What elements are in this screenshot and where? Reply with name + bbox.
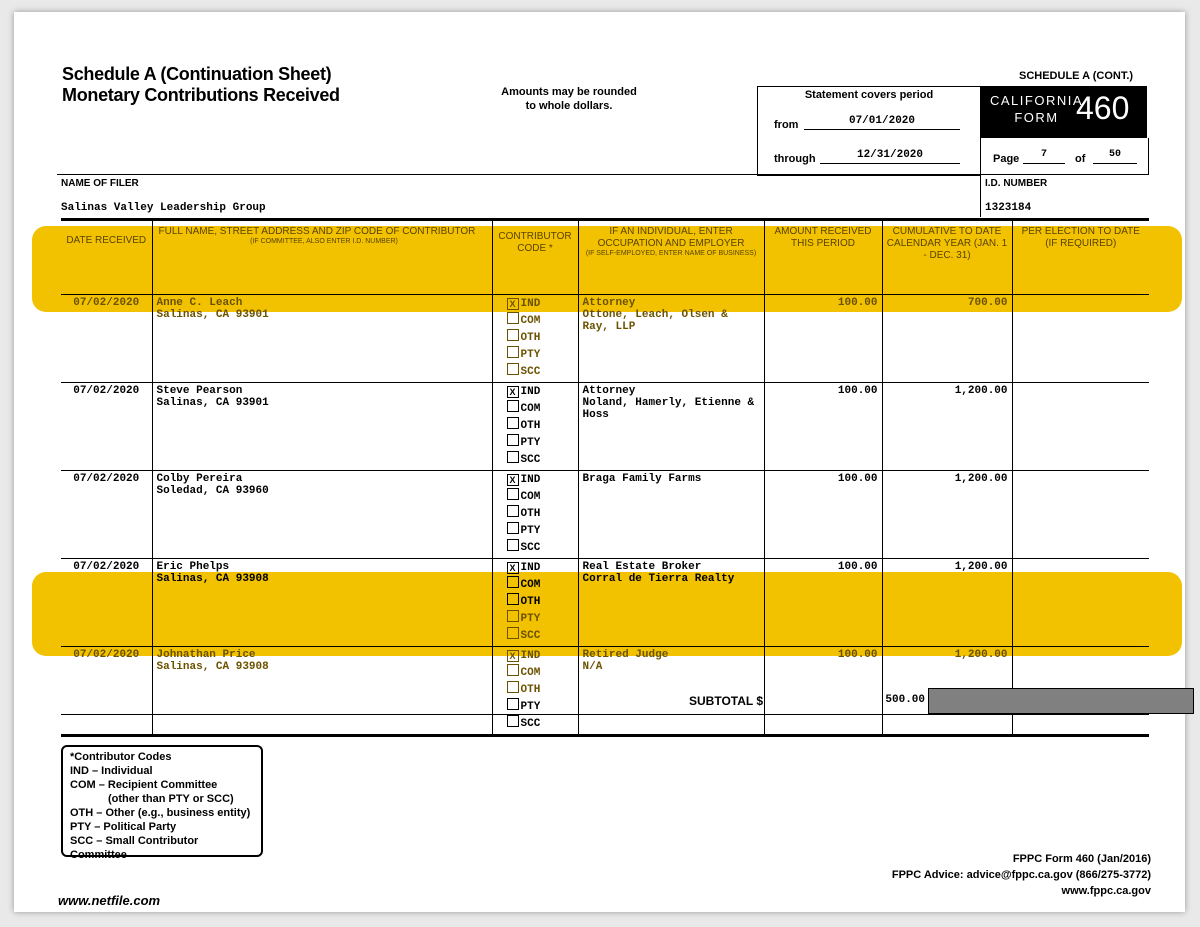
cell-cumulative: 700.00 — [882, 295, 1012, 383]
rounding-note-line2: to whole dollars. — [525, 100, 613, 112]
code-option-oth — [507, 593, 574, 610]
code-option-com — [507, 664, 574, 681]
cell-per-election — [1012, 471, 1149, 559]
rounding-note-line1: Amounts may be rounded — [501, 86, 637, 98]
code-option-oth — [507, 329, 574, 346]
code-option-pty — [507, 610, 574, 627]
code-option-pty — [507, 346, 574, 363]
legend-line-scc: SCC – Small Contributor Committee — [70, 835, 199, 861]
code-label: IND — [520, 650, 541, 662]
filer-row — [57, 174, 1147, 217]
page-subtitle: Monetary Contributions Received — [62, 85, 340, 105]
code-label: OTH — [520, 508, 541, 520]
code-checkbox[interactable] — [507, 434, 519, 446]
code-label: PTY — [520, 437, 541, 449]
code-checkbox[interactable]: X — [507, 562, 519, 574]
subtotal-row — [61, 688, 1149, 715]
cell-cumulative: 1,200.00 — [882, 471, 1012, 559]
code-label: SCC — [520, 630, 541, 642]
cell-date: 07/02/2020 — [61, 559, 152, 647]
code-label: SCC — [520, 718, 541, 730]
cell-amount: 100.00 — [764, 647, 882, 736]
footer-advice: FPPC Advice: advice@fppc.ca.gov (866/275-3772) — [891, 869, 1151, 881]
code-option-ind — [507, 649, 574, 664]
code-option-com — [507, 576, 574, 593]
ca-line2: FORM — [1014, 110, 1059, 125]
cell-date: 07/02/2020 — [61, 647, 152, 736]
code-checkbox[interactable]: X — [507, 474, 519, 486]
page-label: Page — [993, 153, 1020, 165]
code-option-oth — [507, 505, 574, 522]
occupation-line3: Ray, LLP — [582, 321, 636, 333]
code-label: IND — [520, 298, 541, 310]
subtotal-label: SUBTOTAL $ — [689, 694, 764, 708]
code-label: PTY — [520, 613, 541, 625]
through-field[interactable]: 12/31/2020 — [820, 149, 960, 164]
legend-line-ind: IND – Individual — [70, 765, 153, 777]
code-checkbox[interactable] — [507, 363, 519, 375]
filer-divider — [980, 175, 981, 217]
subtotal-shaded-box — [928, 688, 1194, 714]
code-label: COM — [520, 315, 541, 327]
cell-amount: 100.00 — [764, 383, 882, 471]
col-date: DATE RECEIVED — [61, 220, 152, 295]
page-total[interactable]: 50 — [1093, 149, 1137, 164]
code-label: PTY — [520, 349, 541, 361]
page-title: Schedule A (Continuation Sheet) — [62, 64, 332, 84]
contributor-address: Salinas, CA 93901 — [156, 397, 269, 409]
rounding-note — [484, 85, 654, 113]
code-option-scc — [507, 627, 574, 644]
table-row — [61, 295, 1149, 383]
through-label: through — [774, 153, 816, 165]
contributor-name: Steve Pearson — [156, 385, 243, 397]
col-occupation-sub: (IF SELF-EMPLOYED, ENTER NAME OF BUSINESS) — [585, 250, 757, 257]
code-label: PTY — [520, 701, 541, 713]
occupation-line1: Real Estate Broker — [582, 561, 702, 573]
footer-form-id: FPPC Form 460 (Jan/2016) — [1012, 853, 1151, 865]
col-code: CONTRIBUTOR CODE * — [492, 220, 578, 295]
cell-contributor — [152, 295, 492, 383]
occupation-line1: Retired Judge — [582, 649, 669, 661]
code-checkbox[interactable]: X — [507, 298, 519, 310]
cell-code — [492, 471, 578, 559]
code-label: SCC — [520, 542, 541, 554]
cell-contributor — [152, 559, 492, 647]
cell-amount: 100.00 — [764, 471, 882, 559]
cell-code — [492, 383, 578, 471]
occupation-line2: Ottone, Leach, Olsen & — [582, 309, 728, 321]
filer-name-label: NAME OF FILER — [61, 178, 139, 189]
contributor-name: Anne C. Leach — [156, 297, 243, 309]
legend-line-pty: PTY – Political Party — [70, 821, 177, 833]
ca-line1: CALIFORNIA — [990, 93, 1084, 108]
table-row — [61, 383, 1149, 471]
col-contributor-sub: (IF COMMITTEE, ALSO ENTER I.D. NUMBER) — [250, 238, 398, 245]
occupation-line2: Noland, Hamerly, Etienne & — [582, 397, 755, 409]
cell-code — [492, 559, 578, 647]
code-checkbox[interactable] — [507, 346, 519, 358]
netfile-link[interactable]: www.netfile.com — [58, 893, 161, 908]
contributor-address: Salinas, CA 93901 — [156, 309, 269, 321]
code-option-ind — [507, 473, 574, 488]
cell-occupation — [578, 383, 764, 471]
col-occupation: IF AN INDIVIDUAL, ENTER OCCUPATION AND EMPLOYER (IF SELF-EMPLOYED, ENTER NAME OF BUSINESS) — [578, 220, 764, 295]
cell-amount: 100.00 — [764, 295, 882, 383]
id-number-label: I.D. NUMBER — [985, 178, 1048, 189]
from-field[interactable]: 07/01/2020 — [804, 115, 960, 130]
code-label: IND — [520, 474, 541, 486]
statement-period-box — [757, 86, 981, 176]
code-option-ind — [507, 561, 574, 576]
code-option-pty — [507, 522, 574, 539]
california-form-label — [990, 92, 1083, 126]
contributor-address: Salinas, CA 93908 — [156, 661, 269, 673]
code-label: COM — [520, 491, 541, 503]
code-option-com — [507, 400, 574, 417]
legend-line-oth: OTH – Other (e.g., business entity) — [70, 807, 251, 819]
form-number: 460 — [1076, 90, 1130, 126]
cell-contributor — [152, 383, 492, 471]
code-option-com — [507, 312, 574, 329]
code-option-scc — [507, 451, 574, 468]
cell-cumulative: 1,200.00 — [882, 559, 1012, 647]
code-label: OTH — [520, 420, 541, 432]
cell-occupation — [578, 295, 764, 383]
period-title: Statement covers period — [804, 89, 934, 101]
code-checkbox[interactable] — [507, 522, 519, 534]
contributor-address: Soledad, CA 93960 — [156, 485, 269, 497]
contributor-name: Eric Phelps — [156, 561, 230, 573]
code-label: COM — [520, 403, 541, 415]
code-checkbox[interactable]: X — [507, 650, 519, 662]
table-row — [61, 559, 1149, 647]
col-cumulative: CUMULATIVE TO DATE CALENDAR YEAR (JAN. 1 - DEC. 31) — [882, 220, 1012, 295]
code-checkbox[interactable]: X — [507, 386, 519, 398]
legend-title: *Contributor Codes — [70, 751, 172, 763]
cell-date: 07/02/2020 — [61, 383, 152, 471]
col-amount: AMOUNT RECEIVED THIS PERIOD — [764, 220, 882, 295]
code-checkbox[interactable] — [507, 400, 519, 412]
cell-date: 07/02/2020 — [61, 295, 152, 383]
code-checkbox[interactable] — [507, 576, 519, 588]
occupation-line3: Hoss — [582, 409, 609, 421]
code-label: IND — [520, 386, 541, 398]
code-checkbox[interactable] — [507, 539, 519, 551]
of-label: of — [1075, 153, 1086, 165]
occupation-line2: Corral de Tierra Realty — [582, 573, 735, 585]
page-indicator — [980, 138, 1149, 175]
code-label: PTY — [520, 525, 541, 537]
code-checkbox[interactable] — [507, 593, 519, 605]
contributor-address: Salinas, CA 93908 — [156, 573, 269, 585]
contributor-name: Johnathan Price — [156, 649, 256, 661]
footer-site: www.fppc.ca.gov — [1061, 885, 1151, 897]
code-label: IND — [520, 562, 541, 574]
code-checkbox[interactable] — [507, 451, 519, 463]
code-checkbox[interactable] — [507, 488, 519, 500]
code-checkbox[interactable] — [507, 610, 519, 622]
contributions-table — [61, 218, 1149, 737]
table-header-row — [61, 220, 1149, 295]
code-checkbox[interactable] — [507, 715, 519, 727]
filer-name-value: Salinas Valley Leadership Group — [61, 202, 266, 214]
code-label: SCC — [520, 454, 541, 466]
id-number-value: 1323184 — [985, 202, 1032, 214]
code-option-scc — [507, 715, 574, 732]
occupation-line2: N/A — [582, 661, 603, 673]
from-label: from — [774, 119, 799, 131]
code-option-com — [507, 488, 574, 505]
code-option-ind — [507, 297, 574, 312]
cell-per-election — [1012, 559, 1149, 647]
code-option-oth — [507, 417, 574, 434]
code-option-pty — [507, 434, 574, 451]
page-number[interactable]: 7 — [1023, 149, 1065, 164]
subtotal-value: 500.00 — [885, 694, 925, 706]
code-checkbox[interactable] — [507, 329, 519, 341]
contributor-codes-legend — [61, 745, 263, 861]
cell-date: 07/02/2020 — [61, 471, 152, 559]
code-label: OTH — [520, 684, 541, 696]
code-option-scc — [507, 539, 574, 556]
form-sheet — [14, 12, 1185, 912]
occupation-line1: Attorney — [582, 385, 636, 397]
legend-line-com: COM – Recipient Committee — [70, 779, 218, 791]
code-label: COM — [520, 667, 541, 679]
table-row — [61, 471, 1149, 559]
code-label: COM — [520, 579, 541, 591]
cell-occupation — [578, 471, 764, 559]
code-checkbox[interactable] — [507, 664, 519, 676]
cell-per-election — [1012, 295, 1149, 383]
code-checkbox[interactable] — [507, 417, 519, 429]
occupation-line1: Attorney — [582, 297, 636, 309]
code-label: OTH — [520, 332, 541, 344]
schedule-cont-label: SCHEDULE A (CONT.) — [1019, 70, 1134, 82]
occupation-line1: Braga Family Farms — [582, 473, 702, 485]
cell-occupation — [578, 559, 764, 647]
col-per-election: PER ELECTION TO DATE (IF REQUIRED) — [1012, 220, 1149, 295]
legend-line-com-note: (other than PTY or SCC) — [108, 793, 234, 805]
california-form-badge — [980, 86, 1147, 138]
cell-cumulative: 1,200.00 — [882, 647, 1012, 736]
code-label: SCC — [520, 366, 541, 378]
contributor-name: Colby Pereira — [156, 473, 243, 485]
cell-contributor — [152, 471, 492, 559]
code-checkbox[interactable] — [507, 312, 519, 324]
code-checkbox[interactable] — [507, 505, 519, 517]
cell-cumulative: 1,200.00 — [882, 383, 1012, 471]
col-contributor: FULL NAME, STREET ADDRESS AND ZIP CODE OF CONTRIBUTOR (IF COMMITTEE, ALSO ENTER I.D. NUMBER) — [152, 220, 492, 295]
cell-amount: 100.00 — [764, 559, 882, 647]
code-checkbox[interactable] — [507, 627, 519, 639]
code-option-ind — [507, 385, 574, 400]
cell-code — [492, 295, 578, 383]
code-label: OTH — [520, 596, 541, 608]
cell-per-election — [1012, 383, 1149, 471]
code-option-scc — [507, 363, 574, 380]
